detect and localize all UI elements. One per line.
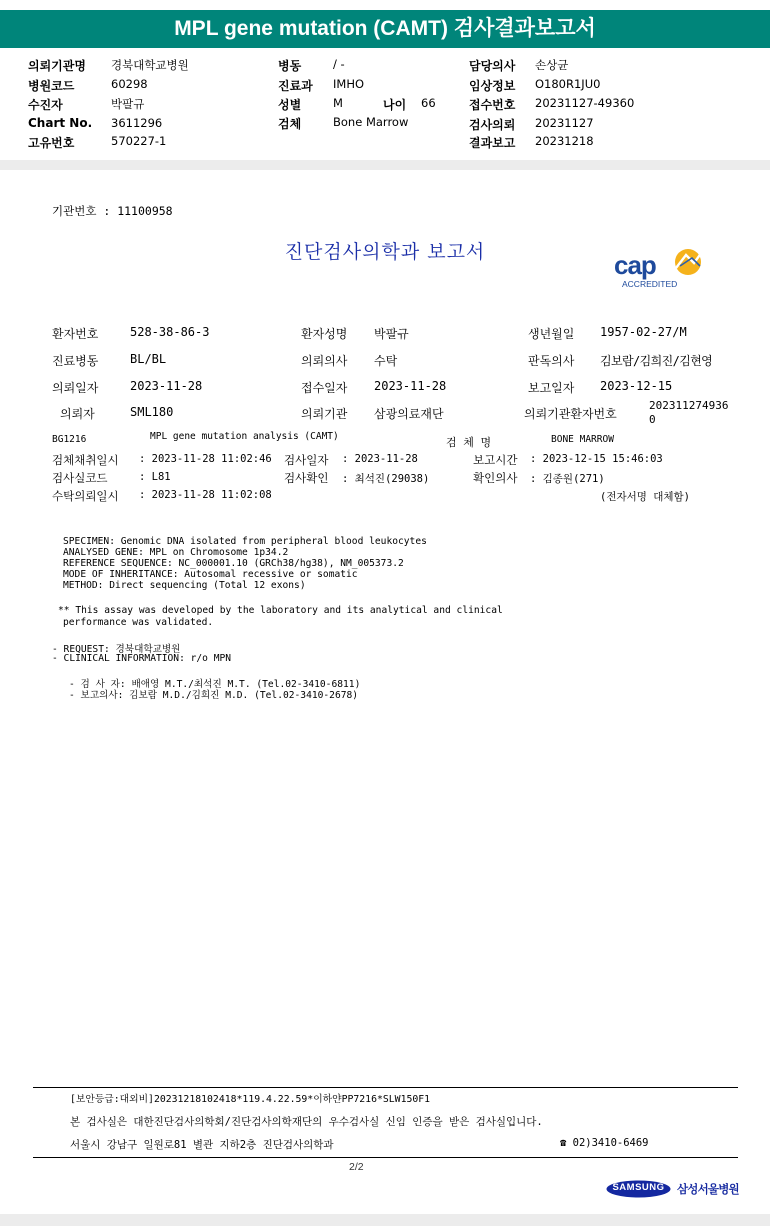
patient-value: BL/BL	[130, 352, 167, 366]
header-label: 의뢰기관명	[28, 59, 86, 73]
header-value: 20231127	[535, 116, 594, 130]
footer-rule-top	[33, 1087, 738, 1088]
patient-label: 의뢰기관	[301, 407, 348, 421]
age-value: 66	[421, 96, 436, 110]
certification-text: 본 검사실은 대한진단검사의학회/진단검사의학재단의 우수검사실 신임 인증을 받은 검사실입니다.	[70, 1116, 543, 1128]
page-number: 2/2	[349, 1161, 364, 1173]
patient-label: 의뢰기관환자번호	[524, 407, 617, 421]
header-label: 접수번호	[469, 98, 516, 112]
patient-value: 수탁	[374, 354, 398, 368]
document-title: MPL gene mutation (CAMT) 검사결과보고서	[0, 10, 770, 48]
header-label: 담당의사	[469, 59, 516, 73]
header-value: O180R1JU0	[535, 77, 601, 91]
patient-label: 보고일자	[528, 381, 575, 395]
samsung-logo	[606, 1180, 671, 1198]
cap-accredited-logo	[612, 246, 712, 292]
header-separator	[0, 160, 770, 170]
detail-label: 검사확인	[284, 471, 329, 485]
header-label: 검사의뢰	[469, 118, 516, 132]
header-value: 손상균	[535, 58, 569, 72]
footer-rule-bottom	[33, 1157, 738, 1158]
patient-label: 판독의사	[528, 354, 575, 368]
detail-value: : 2023-11-28 11:02:46	[139, 453, 272, 465]
request-line: - REQUEST: 경북대학교병원	[52, 644, 181, 655]
patient-value: 1957-02-27/M	[600, 325, 687, 339]
hospital-name: 삼성서울병원	[677, 1182, 739, 1196]
patient-value-continued: 0	[649, 413, 656, 426]
body-line: METHOD: Direct sequencing (Total 12 exons)	[63, 580, 306, 591]
detail-label: 검사일자	[284, 453, 329, 467]
patient-label: 진료병동	[52, 354, 99, 368]
patient-value: 2023-12-15	[600, 379, 673, 393]
header-label: 병원코드	[28, 79, 75, 93]
header-value: M	[333, 96, 343, 110]
age-label: 나이	[383, 98, 407, 112]
test-name: MPL gene mutation analysis (CAMT)	[150, 431, 339, 442]
institution-number: 기관번호 : 11100958	[52, 204, 173, 218]
header-label: 검체	[278, 117, 302, 131]
header-value: IMHO	[333, 77, 365, 91]
detail-value: : 2023-11-28 11:02:08	[139, 489, 272, 501]
detail-value: : L81	[139, 471, 171, 483]
patient-label: 생년월일	[528, 327, 575, 341]
header-value: 박팔규	[111, 97, 145, 111]
header-value: 경북대학교병원	[111, 58, 189, 72]
header-label: 진료과	[278, 79, 313, 93]
assay-note: performance was validated.	[63, 617, 214, 628]
detail-value: : 최석진(29038)	[342, 473, 430, 485]
header-value: 20231127-49360	[535, 96, 635, 110]
cap-logo-subtext: ACCREDITED	[622, 279, 678, 289]
header-label: 병동	[278, 59, 302, 73]
test-code: BG1216	[52, 434, 87, 445]
header-label: Chart No.	[28, 116, 93, 130]
staff-line: - 보고의사: 김보람 M.D./김희진 M.D. (Tel.02-3410-2678)	[69, 690, 359, 701]
footer-band	[0, 1214, 770, 1226]
patient-value: 삼광의료재단	[374, 407, 444, 421]
body-line: REFERENCE SEQUENCE: NC_000001.10 (GRCh38/hg38), NM_005373.2	[63, 558, 404, 569]
address-text: 서울시 강남구 일원로81 별관 지하2층 진단검사의학과	[70, 1139, 334, 1151]
header-value: 20231218	[535, 134, 594, 148]
cap-logo-text: cap	[614, 250, 656, 280]
header-value: 3611296	[111, 116, 163, 130]
patient-value: 김보람/김희진/김현영	[600, 354, 713, 368]
header-value: 570227-1	[111, 134, 167, 148]
patient-label: 접수일자	[301, 381, 348, 395]
detail-label: 검체채취일시	[52, 453, 119, 467]
samsung-logo-text: SAMSUNG	[612, 1182, 665, 1193]
header-label: 고유번호	[28, 136, 75, 150]
body-line: SPECIMEN: Genomic DNA isolated from peripheral blood leukocytes	[63, 536, 427, 547]
header-value: Bone Marrow	[333, 115, 409, 129]
detail-label: 수탁의뢰일시	[52, 489, 119, 503]
patient-value: SML180	[130, 405, 174, 419]
assay-note: ** This assay was developed by the laboratory and its analytical and clinical	[58, 605, 503, 616]
report-title: 진단검사의학과 보고서	[284, 241, 486, 263]
patient-value: 2023-11-28	[130, 379, 203, 393]
patient-label: 의뢰자	[60, 407, 95, 421]
security-line: [보안등급:대외비]20231218102418*119.4.22.59*이하얀PP7216*SLW150F1	[70, 1094, 431, 1105]
detail-value: : 2023-12-15 15:46:03	[530, 453, 663, 465]
detail-value: : 김종원(271)	[530, 473, 605, 485]
patient-label: 의뢰의사	[301, 354, 348, 368]
request-line: - CLINICAL INFORMATION: r/o MPN	[52, 653, 232, 664]
patient-label: 환자번호	[52, 327, 99, 341]
header-value: 60298	[111, 77, 148, 91]
patient-value: 박팔규	[374, 327, 409, 341]
patient-label: 환자성명	[301, 327, 348, 341]
specimen-value: BONE MARROW	[551, 434, 614, 445]
detail-value: : 2023-11-28	[342, 453, 418, 465]
body-line: MODE OF INHERITANCE: Autosomal recessive or somatic	[63, 569, 358, 580]
detail-label: 검사실코드	[52, 471, 108, 485]
specimen-label: 검 체 명	[446, 436, 492, 449]
header-label: 임상정보	[469, 79, 516, 93]
body-line: ANALYSED GENE: MPL on Chromosome 1p34.2	[63, 547, 289, 558]
header-label: 결과보고	[469, 136, 516, 150]
detail-label: 보고시간	[473, 453, 518, 467]
patient-label: 의뢰일자	[52, 381, 99, 395]
header-label: 수진자	[28, 98, 63, 112]
staff-line: - 검 사 자: 배애영 M.T./최석진 M.T. (Tel.02-3410-6811)	[69, 679, 361, 690]
phone-text: ☎ 02)3410-6469	[560, 1137, 649, 1149]
header-value: / -	[333, 57, 345, 71]
patient-value: 2023-11-28	[374, 379, 447, 393]
patient-value: 202311274936	[649, 399, 729, 412]
header-label: 성별	[278, 98, 302, 112]
patient-value: 528-38-86-3	[130, 325, 210, 339]
detail-label: 확인의사	[473, 471, 518, 485]
signature-note: (전자서명 대체함)	[600, 491, 690, 503]
